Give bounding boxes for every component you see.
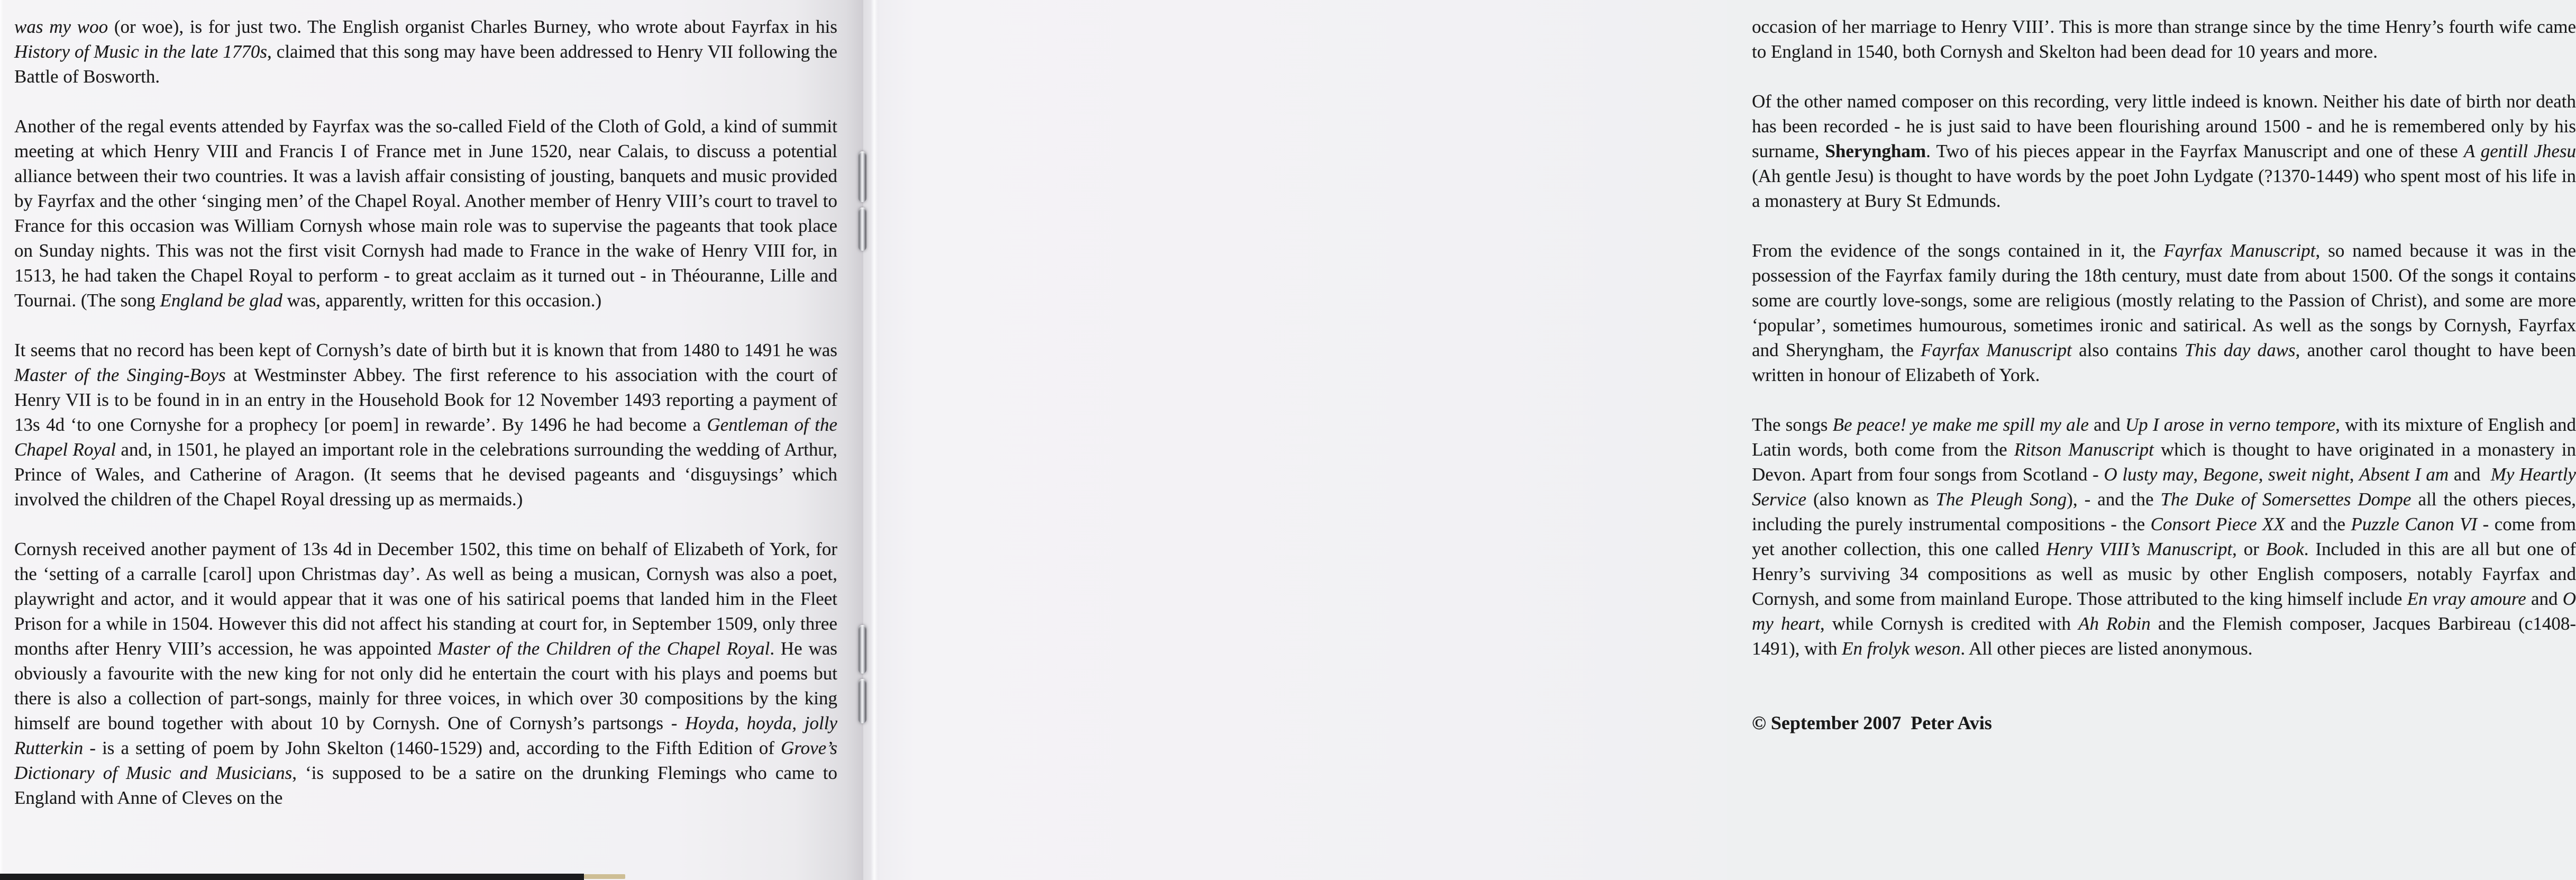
paragraph-field-of-cloth-of-gold: Another of the regal events attended by Fayrfax was the so-called Field of the Cloth of Gold, a kind of summit meeting at which Henry VIII and Francis I of France met in June 1520, near Calais, to discuss a potential alliance between their two countries. It was a lavish affair consisting of jousting, banquets and music provided by Fayrfax and the other ‘singing men’ of the Chapel Royal. Another member of Henry VIII’s court to travel to France for this occasion was William Cornysh whose main role was to supervise the pageants that took place on Sunday nights. This was not the first visit Cornysh had made to France in the wake of Henry VIII for, in 1513, he had taken the Chapel Royal to perform - to great acclaim as it turned out - in Théouranne, Lille and Tournai. (The song England be glad was, apparently, written for this occasion.)	[14, 116, 837, 311]
paragraph-other-manuscripts: The songs Be peace! ye make me spill my ale and Up I arose in verno tempore, with its mixture of English and Latin words, both come from the Ritson Manuscript which is thought to have originated in a monastery in Devon. Apart from four songs from Scotland - O lusty may, Begone, sweit night, Absent I am and My Heartly Service (also known as The Pleugh Song), - and the The Duke of Somersettes Dompe all the others pieces, including the purely instrumental compositions - the Consort Piece XX and the Puzzle Canon VI - come from yet another collection, this one called Henry VIII’s Manuscript, or Book. Included in this are all but one of Henry’s surviving 34 compositions as well as music by other English composers, notably Fayrfax and Cornysh, and some from mainland Europe. Those attributed to the king himself include En vray amoure and O my heart, while Cornysh is credited with Ah Robin and the Flemish composer, Jacques Barbireau (c1408-1491), with En frolyk weson. All other pieces are listed anonymous.	[1752, 414, 2576, 659]
paragraph-burney: was my woo (or woe), is for just two. The English organist Charles Burney, who wrote about Fayrfax in his History of Music in the late 1770s, claimed that this song may have been addressed to Henry VII following the Battle of Bosworth.	[14, 16, 837, 87]
staple-bottom-upper-leg	[858, 625, 866, 674]
scan-edge-tan-band	[584, 874, 625, 879]
booklet-page-right	[863, 0, 2576, 880]
right-page-text-column	[1752, 14, 2576, 760]
credit-line: © September 2007 Peter Avis	[1752, 712, 1992, 733]
booklet-page-left	[0, 0, 863, 880]
staple-top-upper-leg	[858, 151, 866, 202]
paragraph-fayrfax-manuscript: From the evidence of the songs contained in it, the Fayrfax Manuscript, so named because it was in the possession of the Fayrfax family during the 18th century, must date from about 1500. Of the songs it contains some are courtly love-songs, some are religious (mostly relating to the Passion of Christ), and some are more ‘popular’, sometimes humourous, sometimes ironic and satirical. As well as the songs by Cornysh, Fayrfax and Sheryngham, the Fayrfax Manuscript also contains This day daws, another carol thought to have been written in honour of Elizabeth of York.	[1752, 240, 2576, 385]
paragraph-cornysh-early-career: It seems that no record has been kept of Cornysh’s date of birth but it is known that from 1480 to 1491 he was Master of the Singing-Boys at Westminster Abbey. The first reference to his association with the court of Henry VII is to be found in in an entry in the Household Book for 12 November 1493 reporting a payment of 13s 4d ‘to one Cornyshe for a prophecy [or poem] in rewarde’. By 1496 he had become a Gentleman of the Chapel Royal and, in 1501, he played an important role in the celebrations surrounding the wedding of Arthur, Prince of Wales, and Catherine of Aragon. (It seems that he devised pageants and ‘disguysings’ which involved the children of the Chapel Royal dressing up as mermaids.)	[14, 340, 837, 510]
paragraph-cornysh-later-career: Cornysh received another payment of 13s 4d in December 1502, this time on behalf of Elizabeth of York, for the ‘setting of a carralle [carol] upon Christmas day’. As well as being a musican, Cornysh was also a poet, playwright and actor, and it would appear that it was one of his satirical poems that landed him in the Fleet Prison for a while in 1504. However this did not affect his standing at court for, in September 1509, only three months after Henry VIII’s accession, he was appointed Master of the Children of the Chapel Royal. He was obviously a favourite with the new king for not only did he entertain the court with his plays and poems but there is also a collection of part-songs, mainly for three voices, in which over 30 compositions by the king himself are bound together with about 10 by Cornysh. One of Cornysh’s partsongs - Hoyda, hoyda, jolly Rutterkin - is a setting of poem by John Skelton (1460-1529) and, according to the Fifth Edition of Grove’s Dictionary of Music and Musicians, ‘is supposed to be a satire on the drunking Flemings who came to England with Anne of Cleves on the	[14, 539, 838, 808]
scan-edge-dark-band	[0, 874, 584, 880]
page-left-edge	[0, 0, 3, 880]
left-page-text-column	[14, 14, 837, 835]
staple-bottom-lower-leg	[858, 679, 866, 723]
paragraph-sheryngham: Of the other named composer on this recording, very little indeed is known. Neither his date of birth nor death has been recorded - he is just said to have been flourishing around 1500 - and he is remembered only by his surname, Sheryngham. Two of his pieces appear in the Fayrfax Manuscript and one of these A gentill Jhesu (Ah gentle Jesu) is thought to have words by the poet John Lydgate (?1370-1449) who spent most of his life in a monastery at Bury St Edmunds.	[1752, 91, 2576, 211]
paragraph-anne-of-cleves-continued: occasion of her marriage to Henry VIII’. This is more than strange since by the time Henry’s fourth wife came to England in 1540, both Cornysh and Skelton had been dead for 10 years and more.	[1752, 16, 2576, 62]
staple-top-lower-leg	[858, 207, 866, 251]
